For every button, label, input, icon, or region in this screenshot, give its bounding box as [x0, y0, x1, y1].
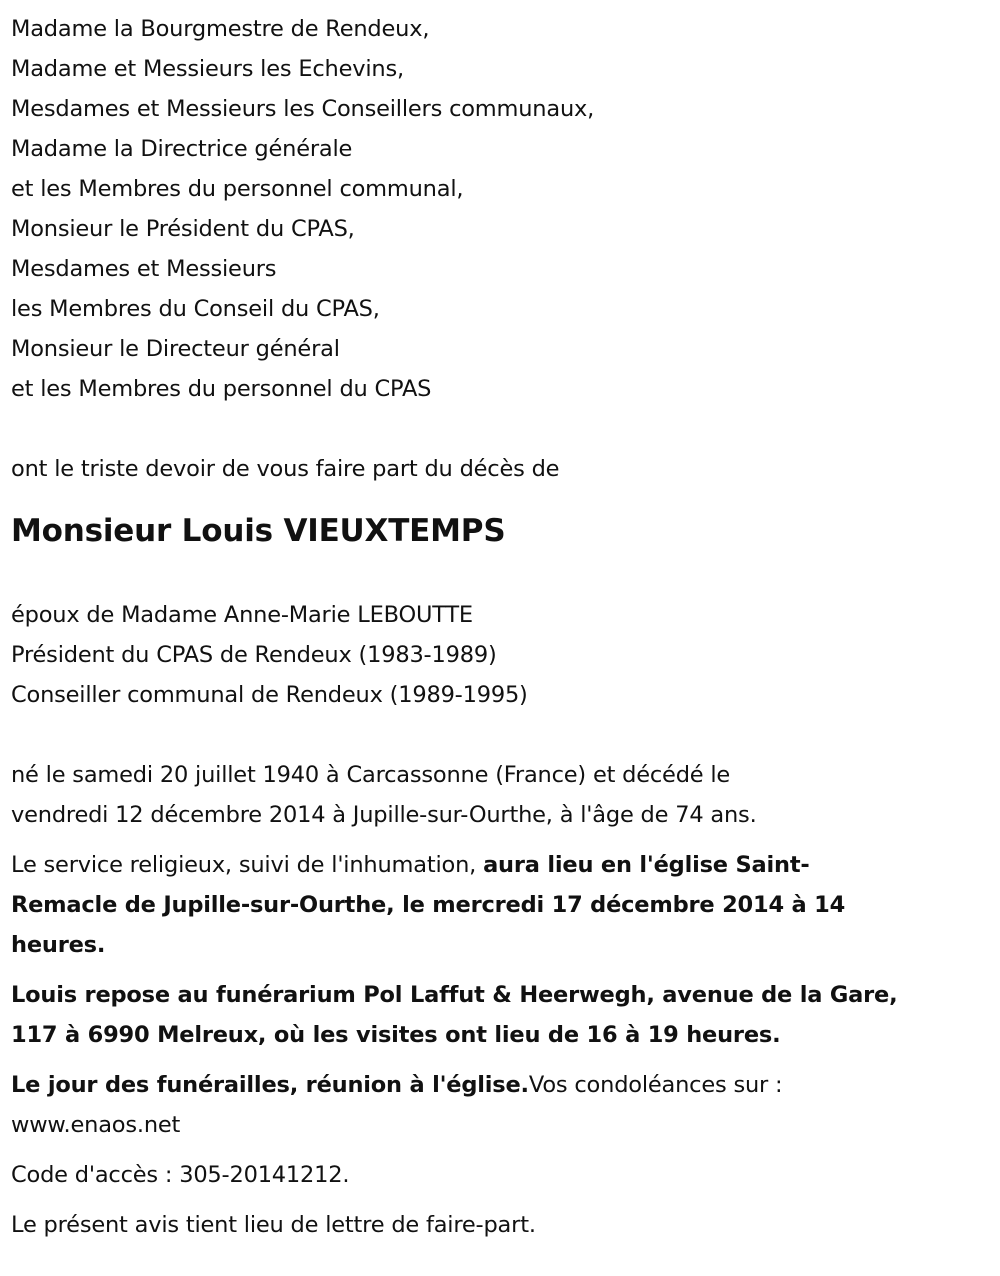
- access-code: Code d'accès : 305-20141212.: [11, 1162, 350, 1188]
- closing-note: Le présent avis tient lieu de lettre de faire-part.: [11, 1212, 536, 1238]
- title-line: époux de Madame Anne-Marie LEBOUTTE: [11, 602, 473, 628]
- addressee-line: Mesdames et Messieurs les Conseillers communaux,: [11, 96, 595, 122]
- condolences-text: Vos condoléances sur :: [528, 1072, 783, 1098]
- titles: [11, 595, 1000, 715]
- deceased-name: Monsieur Louis VIEUXTEMPS: [11, 513, 506, 549]
- title-line: Conseiller communal de Rendeux (1989-1995): [11, 682, 528, 708]
- addressee-line: Mesdames et Messieurs: [11, 256, 277, 282]
- website-link[interactable]: www.enaos.net: [11, 1112, 181, 1138]
- addressee-line: Monsieur le Directeur général: [11, 336, 340, 362]
- birth-death-line: né le samedi 20 juillet 1940 à Carcassonne (France) et décédé le: [11, 762, 731, 788]
- service-intro: Le service religieux, suivi de l'inhumation,: [11, 852, 484, 878]
- service-bold: heures.: [11, 932, 106, 958]
- addressee-line: Madame la Directrice générale: [11, 136, 353, 162]
- title-line: Président du CPAS de Rendeux (1983-1989): [11, 642, 497, 668]
- service-bold: Remacle de Jupille-sur-Ourthe, le mercredi 17 décembre 2014 à 14: [11, 892, 846, 918]
- service-bold: aura lieu en l'église Saint-: [483, 852, 810, 878]
- funeral-home-info: [11, 975, 1000, 1055]
- meeting-text: Le jour des funérailles, réunion à l'église.: [11, 1072, 529, 1098]
- addressee-line: et les Membres du personnel communal,: [11, 176, 464, 202]
- addressee-line: Madame la Bourgmestre de Rendeux,: [11, 16, 430, 42]
- addressee-line: Monsieur le Président du CPAS,: [11, 216, 355, 242]
- meeting-info: [11, 1065, 1000, 1145]
- birth-death: [11, 755, 1000, 835]
- funeral-home-line: 117 à 6990 Melreux, où les visites ont lieu de 16 à 19 heures.: [11, 1022, 781, 1048]
- addressee-line: Madame et Messieurs les Echevins,: [11, 56, 404, 82]
- birth-death-line: vendredi 12 décembre 2014 à Jupille-sur-Ourthe, à l'âge de 74 ans.: [11, 802, 757, 828]
- announcement: ont le triste devoir de vous faire part du décès de: [11, 456, 560, 482]
- service-info: [11, 845, 1000, 965]
- addressee-line: les Membres du Conseil du CPAS,: [11, 296, 380, 322]
- addressees: [11, 9, 1000, 409]
- addressee-line: et les Membres du personnel du CPAS: [11, 376, 432, 402]
- funeral-home-line: Louis repose au funérarium Pol Laffut & Heerwegh, avenue de la Gare,: [11, 982, 898, 1008]
